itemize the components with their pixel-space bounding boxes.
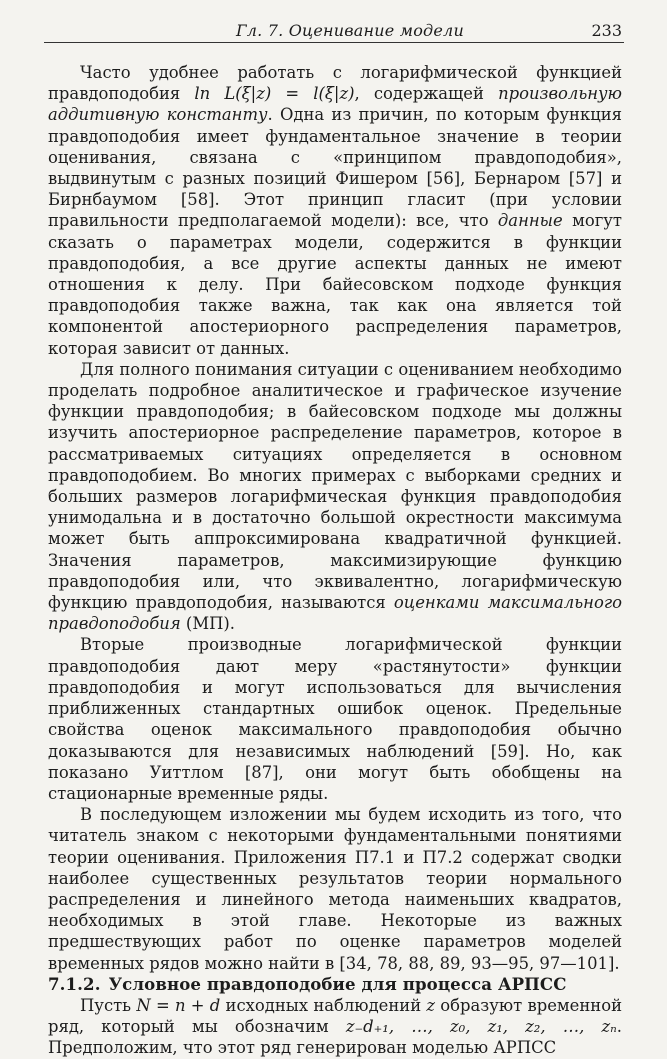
text-run: , содержащей [354, 84, 499, 104]
section-number: 7.1.2. [48, 973, 101, 994]
text-run: Для полного понимания ситуации с оцениванием необходимо проделать подробное аналитическое и графическое изучение функции правдоподобия; в байесовском подходе мы должны изучить апостериорное распределение параметров, которое в рассматриваемых ситуациях определяется в основном правдоподобием. Во многих примерах с выборками средних и больших размеров логарифмическая функция правдоподобия унимодальна и в достаточно большой окрестности максимума может быть аппроксимирована квадратичной функцией. Значения параметров, максимизирующие функцию правдоподобия или, что эквивалентно, логарифмическую функцию правдоподобия, называются [48, 359, 622, 613]
paragraph-4 [48, 804, 622, 974]
text-run: (МП). [180, 614, 236, 634]
italic-run: данные [497, 211, 563, 231]
paragraph-1 [48, 62, 622, 359]
italic-run: оценками максимального правдоподобия [48, 593, 622, 634]
text-run: Пусть [80, 995, 137, 1015]
chapter-title: Гл. 7. Оценивание модели [236, 21, 464, 40]
text-run: Вторые производные логарифмической функции правдоподобия дают меру «растянутости» функции правдоподобия и могут использоваться для вычисления приближенных стандартных ошибок оценок. Предельные свойства оценок максимального правдоподобия обычно доказываются для независимых наблюдений [59]. Но, как показано Уиттлом [87], они могут быть обобщены на стационарные временные ряды. [48, 635, 622, 803]
italic-run: N = n + d [136, 995, 221, 1015]
text-run: исходных наблюдений [220, 995, 427, 1015]
text-run: . Одна из причин, по которым функция правдоподобия имеет фундаментальное значение в теории оценивания, связана с «принципом правдоподобия», выдвинутым с разных позиций Фишером [56], Бернаром [57] и Бирнбаумом [58]. Этот принцип гласит (при условии правильности предполагаемой модели): все, что [48, 105, 623, 231]
page-number: 233 [591, 21, 622, 40]
text-run: . Предположим, что этот ряд генерирован моделью АРПСС [48, 1017, 623, 1058]
paragraph-5 [48, 995, 622, 1059]
paragraph-2 [48, 359, 622, 635]
section-heading [48, 974, 622, 995]
text-run: В последующем изложении мы будем исходить из того, что читатель знаком с некоторыми фундаментальными понятиями теории оценивания. Приложения П7.1 и П7.2 содержат сводки наиболее существенных результатов теории нормального распределения и линейного метода наименьших квадратов, необходимых в этой главе. Некоторые из важных предшествующих работ по оценке параметров моделей временных рядов можно найти в [34, 78, 88, 89, 93—95, 97—101]. [48, 805, 622, 973]
text-run: Часто удобнее работать с логарифмической функцией правдоподобия [48, 63, 622, 104]
italic-run: ln L(ξ|z) = l(ξ|z) [194, 84, 355, 104]
page-body [48, 62, 622, 1059]
italic-run: произвольную аддитивную константу [48, 84, 622, 125]
text-run: могут сказать о параметрах модели, содержится в функции правдоподобия, а все другие аспекты данных не имеют отношения к делу. При байесовском подходе функция правдоподобия также важна, так как она является той компонентой апостериорного распределения параметров, которая зависит от данных. [48, 211, 622, 358]
italic-run: z₋d₊₁, …, z₀, z₁, z₂, …, zₙ [345, 1017, 617, 1037]
section-title: Условное правдоподобие для процесса АРПСС [108, 973, 567, 994]
text-run: образуют временной ряд, который мы обозначим [48, 995, 622, 1037]
running-header [44, 16, 624, 43]
paragraph-3 [48, 634, 622, 804]
italic-run: z [426, 995, 436, 1015]
